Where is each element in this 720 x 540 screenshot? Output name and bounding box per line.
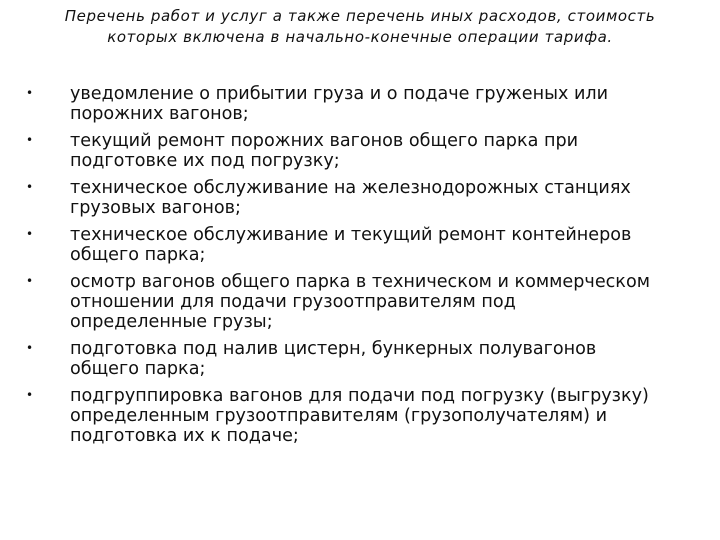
bullet-icon: •	[26, 388, 34, 402]
list-item	[26, 386, 696, 446]
list-item-line: общего парка;	[70, 359, 206, 379]
bullet-icon: •	[26, 86, 34, 100]
list-item	[26, 339, 696, 379]
list-item-line: техническое обслуживание и текущий ремонт контейнеров	[70, 225, 632, 245]
bullet-icon: •	[26, 227, 34, 241]
list-item	[26, 131, 696, 171]
bullet-list	[26, 84, 696, 453]
bullet-icon: •	[26, 180, 34, 194]
list-item-line: осмотр вагонов общего парка в техническом и коммерческом	[70, 272, 650, 292]
title-line-2: которых включена в начально-конечные операции тарифа.	[107, 28, 613, 46]
list-item-line: уведомление о прибытии груза и о подаче груженых или	[70, 84, 609, 104]
slide-title	[40, 6, 680, 48]
list-item-line: подготовка под налив цистерн, бункерных полувагонов	[70, 339, 597, 359]
list-item-line: техническое обслуживание на железнодорожных станциях	[70, 178, 631, 198]
bullet-icon: •	[26, 341, 34, 355]
list-item-line: текущий ремонт порожних вагонов общего парка при	[70, 131, 579, 151]
list-item-line: определенным грузоотправителям (грузополучателям) и	[70, 406, 608, 426]
list-item-line: общего парка;	[70, 245, 206, 265]
title-line-1: Перечень работ и услуг а также перечень иных расходов, стоимость	[64, 7, 656, 25]
list-item-line: грузовых вагонов;	[70, 198, 241, 218]
list-item-line: порожних вагонов;	[70, 104, 249, 124]
list-item	[26, 225, 696, 265]
bullet-icon: •	[26, 274, 34, 288]
list-item	[26, 178, 696, 218]
bullet-icon: •	[26, 133, 34, 147]
list-item-line: определенные грузы;	[70, 312, 273, 332]
list-item-line: подгруппировка вагонов для подачи под погрузку (выгрузку)	[70, 386, 649, 406]
list-item	[26, 84, 696, 124]
list-item-line: подготовке их под погрузку;	[70, 151, 340, 171]
list-item	[26, 272, 696, 332]
list-item-line: отношении для подачи грузоотправителям под	[70, 292, 516, 312]
list-item-line: подготовка их к подаче;	[70, 426, 299, 446]
